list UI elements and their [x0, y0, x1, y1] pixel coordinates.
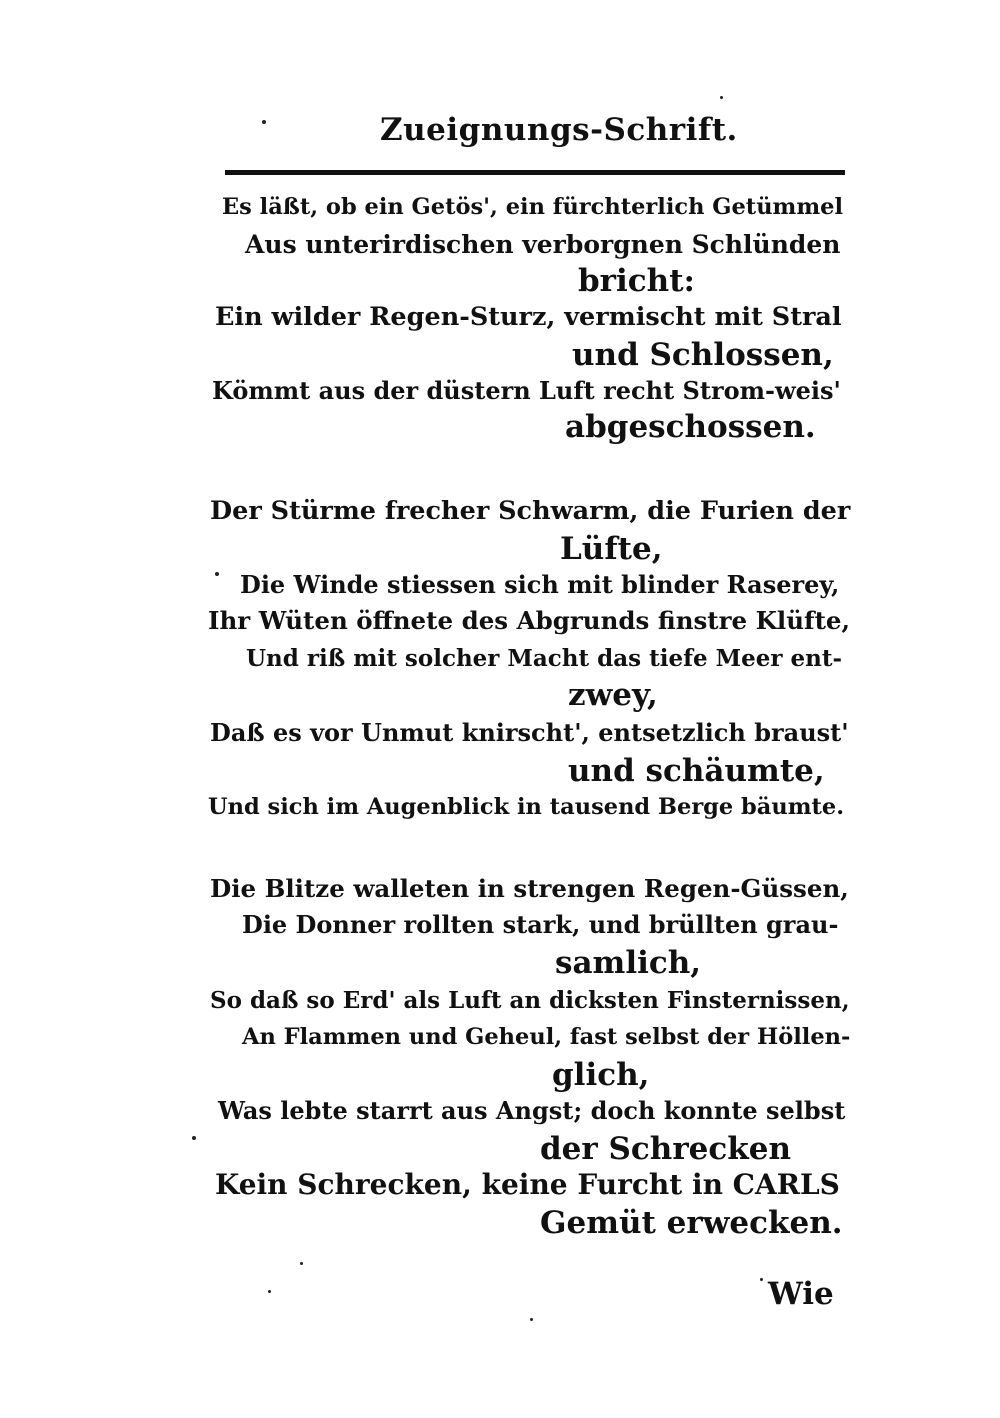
ink-speck	[530, 1318, 533, 1321]
verse-line-runover: abgeschossen.	[565, 409, 816, 445]
ink-speck	[300, 1262, 303, 1265]
verse-line-runover: Gemüt erwecken.	[540, 1205, 843, 1241]
verse-line-runover: samlich,	[555, 945, 702, 981]
verse-line-runover: bricht:	[578, 263, 695, 299]
verse-line: Und riß mit solcher Macht das tiefe Meer ent-	[246, 645, 842, 672]
verse-line: Daß es vor Unmut knirscht', entsetzlich braust'	[210, 718, 849, 747]
verse-line: Der Stürme frecher Schwarm, die Furien der	[210, 496, 851, 526]
ink-speck	[215, 572, 219, 576]
verse-line: Aus unterirdischen verborgnen Schlünden	[245, 230, 841, 259]
verse-line-runover: glich,	[552, 1057, 650, 1093]
verse-line-runover: Lüfte,	[560, 531, 663, 567]
verse-line: Ein wilder Regen-Sturz, vermischt mit Stral	[215, 302, 842, 332]
verse-line-runover: und schäumte,	[568, 753, 825, 789]
verse-line: Kein Schrecken, keine Furcht in CARLS	[215, 1168, 840, 1201]
verse-line-runover: und Schlossen,	[572, 337, 834, 373]
verse-line: Und sich im Augenblick in tausend Berge bäumte.	[208, 794, 845, 820]
verse-line-runover: zwey,	[568, 677, 658, 713]
ink-speck	[192, 1136, 196, 1140]
verse-line: Die Winde stiessen sich mit blinder Raserey,	[240, 570, 840, 599]
verse-line: Es läßt, ob ein Getös', ein fürchterlich Getümmel	[222, 194, 844, 220]
running-head: Zueignungs-Schrift.	[380, 112, 738, 148]
verse-line: Die Donner rollten stark, und brüllten grau-	[242, 910, 839, 939]
ink-speck	[262, 120, 266, 124]
ink-speck	[720, 96, 723, 99]
verse-line: So daß so Erd' als Luft an dicksten Finsternissen,	[210, 987, 850, 1014]
catchword: Wie	[768, 1276, 834, 1312]
verse-line: Die Blitze walleten in strengen Regen-Güssen,	[210, 874, 849, 903]
verse-line: Ihr Wüten öffnete des Abgrunds finstre Klüfte,	[208, 606, 851, 635]
verse-line: Was lebte starrt aus Angst; doch konnte selbst	[218, 1096, 846, 1125]
ink-speck	[268, 1290, 271, 1293]
verse-line: Kömmt aus der düstern Luft recht Strom-weis'	[212, 376, 841, 405]
ink-speck	[760, 1278, 763, 1281]
verse-line: An Flammen und Geheul, fast selbst der Höllen-	[242, 1024, 851, 1050]
header-rule	[225, 170, 845, 175]
verse-line-runover: der Schrecken	[540, 1131, 791, 1167]
